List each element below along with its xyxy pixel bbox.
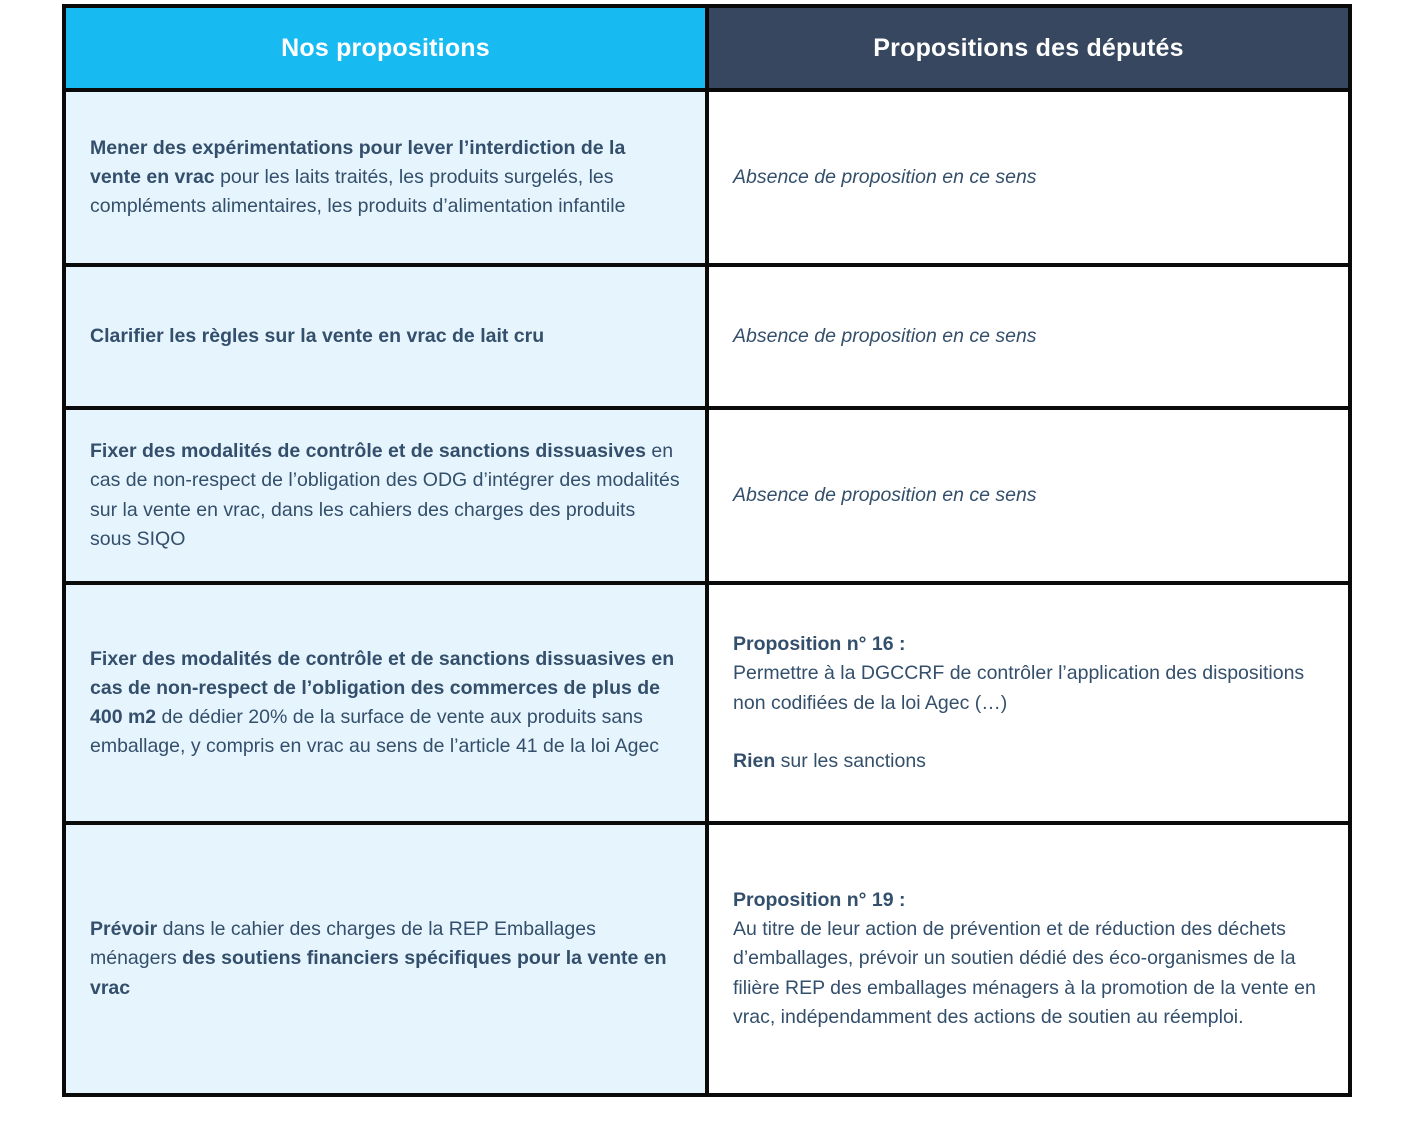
proposition-16-body: Permettre à la DGCCRF de contrôler l’application des dispositions non codifiées de la loi Agec (…)	[733, 662, 1305, 714]
proposal-bold-lead: Mener des expérimentations pour lever l’interdiction de la vente en vrac	[90, 136, 626, 188]
proposal-rest: de dédier 20% de la surface de vente aux produits sans emballage, y compris en vrac au sens de l’article 41 de la loi Agec	[90, 706, 660, 758]
comparison-table-wrapper	[62, 4, 1352, 1097]
table-row	[64, 408, 1350, 583]
table-row	[64, 823, 1350, 1095]
absence-note: Absence de proposition en ce sens	[733, 483, 1037, 506]
proposal-bold-prefix: Prévoir	[90, 918, 158, 941]
proposal-middle: dans le cahier des charges de la REP Emballages ménagers	[90, 918, 596, 970]
proposition-19	[733, 886, 1324, 1032]
proposal-text	[90, 134, 681, 222]
proposition-16	[733, 630, 1324, 718]
proposal-cell-lait-cru	[64, 265, 707, 408]
absence-note: Absence de proposition en ce sens	[733, 324, 1037, 347]
proposal-cell-experimentations	[64, 90, 707, 265]
proposal-text	[90, 915, 681, 1003]
sanctions-note-rest: sur les sanctions	[775, 749, 926, 772]
proposal-text	[90, 437, 681, 554]
proposal-bold-lead: Fixer des modalités de contrôle et de sanctions dissuasives en cas de non-respect de l’obligation des commerces de plus de 400 m2	[90, 647, 675, 728]
proposition-19-body: Au titre de leur action de prévention et de réduction des déchets d’emballages, prévoir un soutien dédié des éco-organismes de la filière REP des emballages ménagers à la promotion de la vente en vrac, indépendamment des actions de soutien au réemploi.	[733, 918, 1316, 1028]
proposition-19-title: Proposition n° 19 :	[733, 888, 906, 911]
sanctions-note	[733, 747, 1324, 776]
deputies-cell-proposition-19	[707, 823, 1350, 1095]
proposal-rest: en cas de non-respect de l’obligation des ODG d’intégrer des modalités sur la vente en vrac, dans les cahiers des charges des produits sous SIQO	[90, 440, 680, 550]
header-deputies-proposals: Propositions des députés	[707, 6, 1350, 90]
proposal-cell-sanctions-odg	[64, 408, 707, 583]
proposal-rest: pour les laits traités, les produits surgelés, les compléments alimentaires, les produits d’alimentation infantile	[90, 165, 626, 218]
table-row	[64, 583, 1350, 823]
header-our-proposals: Nos propositions	[64, 6, 707, 90]
proposal-bold-lead: Clarifier les règles sur la vente en vrac de lait cru	[90, 324, 545, 347]
proposals-comparison-table	[62, 4, 1352, 1097]
deputies-cell-absence-2	[707, 265, 1350, 408]
proposal-text	[90, 645, 681, 762]
proposal-bold-suffix: des soutiens financiers spécifiques pour la vente en vrac	[90, 947, 667, 999]
proposal-cell-sanctions-commerces	[64, 583, 707, 823]
proposal-cell-rep-emballages	[64, 823, 707, 1095]
header-row	[64, 6, 1350, 90]
deputies-cell-proposition-16	[707, 583, 1350, 823]
proposal-bold-lead: Fixer des modalités de contrôle et de sanctions dissuasives	[90, 440, 646, 462]
proposal-text	[90, 322, 681, 351]
sanctions-note-bold: Rien	[733, 749, 776, 772]
deputies-cell-absence-3	[707, 408, 1350, 583]
deputies-cell-absence-1	[707, 90, 1350, 265]
proposition-16-title: Proposition n° 16 :	[733, 633, 906, 655]
table-row	[64, 265, 1350, 408]
absence-note: Absence de proposition en ce sens	[733, 165, 1037, 188]
table-row	[64, 90, 1350, 265]
